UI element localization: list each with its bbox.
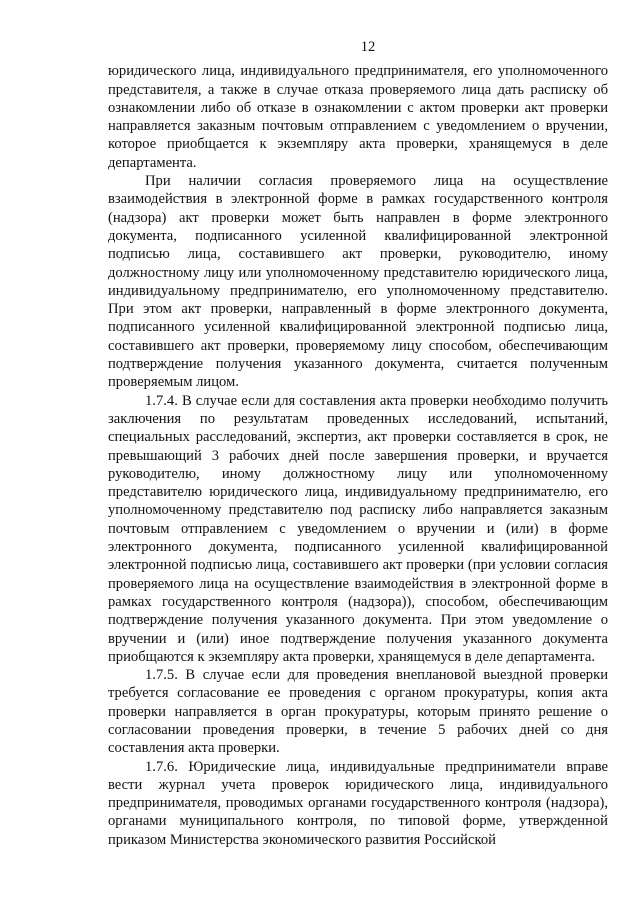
- page-number: 12: [360, 39, 376, 55]
- paragraph-continuation: юридического лица, индивидуального предпринимателя, его уполномоченного представителя, а также в случае отказа проверяемого лица дать расписку об ознакомлении либо об отказе в ознакомлении с актом проверки акт проверки направляется заказным почтовым отправлением с уведомлением о вручении, которое приобщается к экземпляру акта проверки, хранящемуся в деле департамента.: [108, 63, 608, 171]
- paragraph-1-7-5: 1.7.5. В случае если для проведения внеплановой выездной проверки требуется согласование ее проведения с органом прокуратуры, копия акта проверки направляется в орган прокуратуры, которым принято решение о согласовании проведения проверки, в течение 5 рабочих дней со дня составления акта проверки.: [108, 667, 608, 757]
- paragraph-1-7-4: 1.7.4. В случае если для составления акта проверки необходимо получить заключения по результатам проведенных исследований, испытаний, специальных расследований, экспертиз, акт проверки составляется в срок, не превышающий 3 рабочих дней после завершения проверки, и вручается руководителю, иному должностному лицу или уполномоченному представителю юридического лица, индивидуальному предпринимателю, его уполномоченному представителю под расписку либо направляется заказным почтовым отправлением с уведомлением о вручении и (или) в форме электронного документа, подписанного усиленной квалифицированной электронной подписью лица, составившего акт проверки (при условии согласия проверяемого лица на осуществление взаимодействия в электронной форме в рамках государственного контроля (надзора)), способом, обеспечивающим подтверждение получения указанного документа. При этом уведомление о вручении и (или) иное подтверждение получения указанного документа приобщаются к экземпляру акта проверки, хранящемуся в деле департамента.: [108, 392, 608, 665]
- paragraph-electronic-delivery: При наличии согласия проверяемого лица на осуществление взаимодействия в электронной форме в рамках государственного контроля (надзора) акт проверки может быть направлен в форме электронного документа, подписанного усиленной квалифицированной электронной подписью лица, составившего акт проверки, руководителю, иному должностному лицу или уполномоченному представителю юридического лица, индивидуальному предпринимателю, его уполномоченному представителю. При этом акт проверки, направленный в форме электронного документа, подписанного усиленной квалифицированной электронной подписью лица, составившего акт проверки, проверяемому лицу способом, обеспечивающим подтверждение получения указанного документа, считается полученным проверяемым лицом.: [108, 173, 608, 391]
- paragraph-1-7-6: 1.7.6. Юридические лица, индивидуальные предприниматели вправе вести журнал учета проверок юридического лица, индивидуального предпринимателя, проводимых органами государственного контроля (надзора), органами муниципального контроля, по типовой форме, утвержденной приказом Министерства экономического развития Российской: [108, 758, 608, 848]
